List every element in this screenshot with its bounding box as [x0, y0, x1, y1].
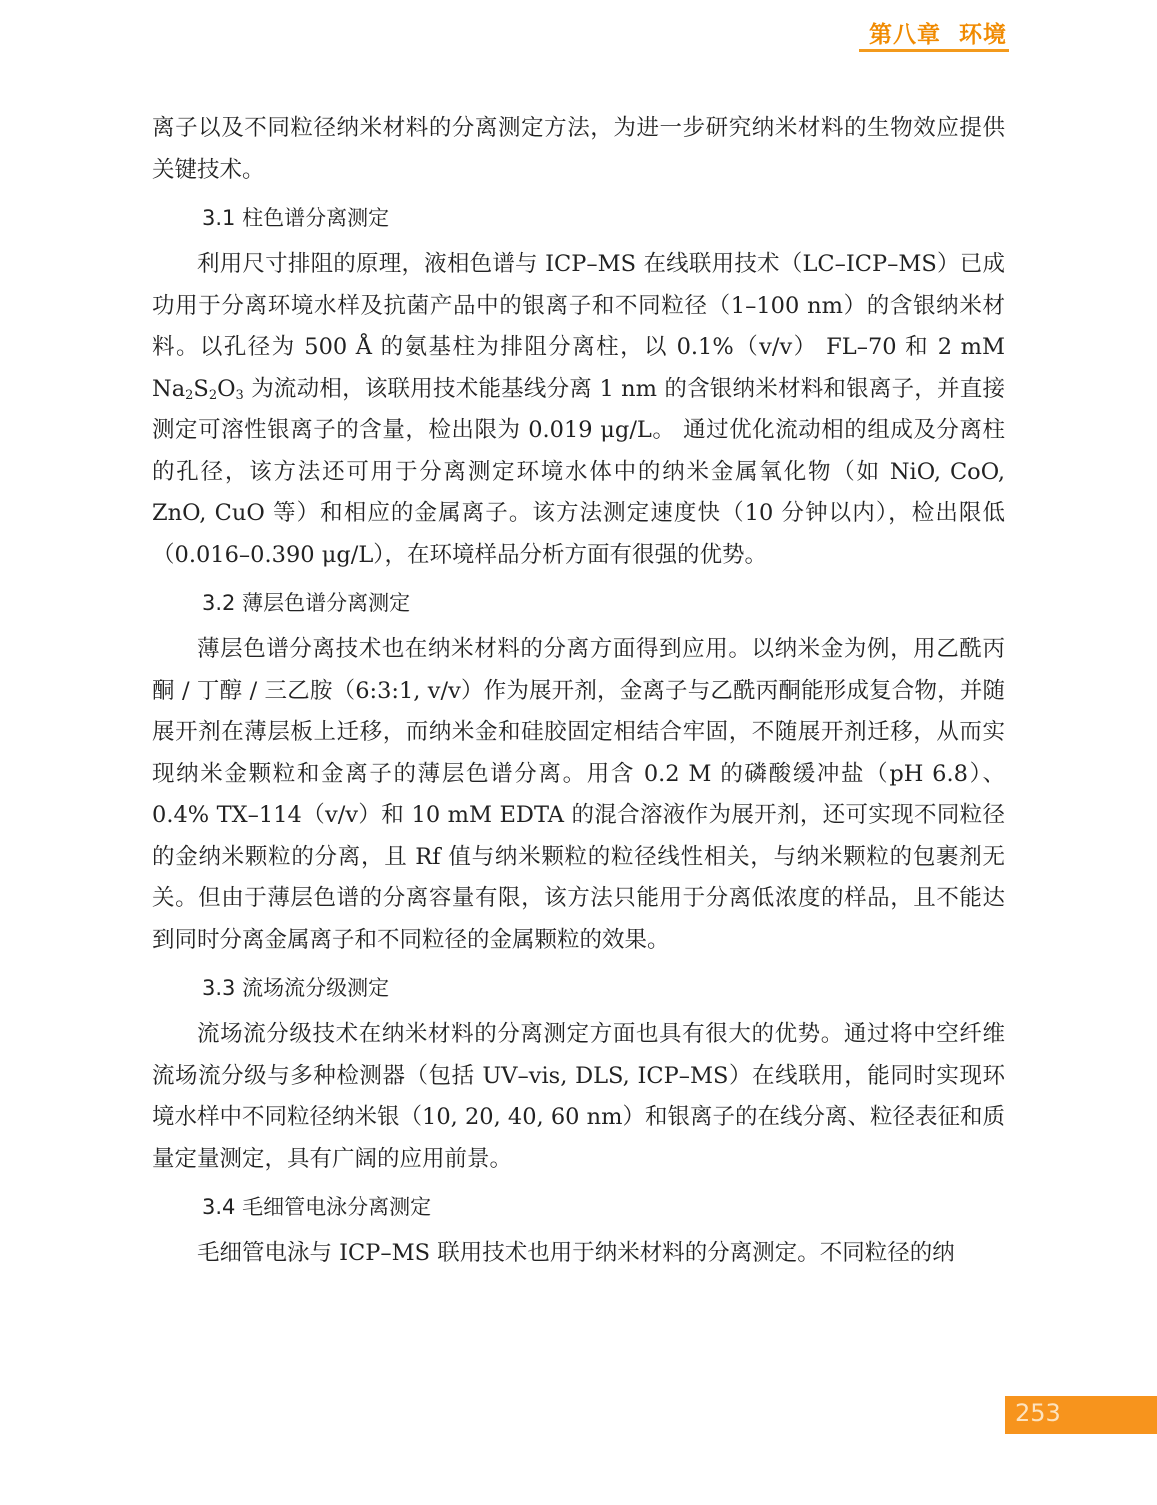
header-rule: [859, 49, 1009, 52]
formula-s: S: [193, 375, 209, 402]
section-3-1-paragraph: [152, 244, 1005, 576]
chapter-number: 第八章: [869, 22, 941, 48]
chapter-topic: 环境: [959, 22, 1007, 48]
section-3-4-paragraph: 毛细管电泳与 ICP–MS 联用技术也用于纳米材料的分离测定。不同粒径的纳: [197, 1240, 955, 1266]
section-heading-3-4: 3.4 毛细管电泳分离测定: [202, 1195, 432, 1219]
intro-paragraph: 离子以及不同粒径纳米材料的分离测定方法，为进一步研究纳米材料的生物效应提供关键技术。: [152, 115, 1005, 183]
section-heading-3-2: 3.2 薄层色谱分离测定: [202, 591, 411, 615]
section-3-1-text-a: 利用尺寸排阻的原理，液相色谱与 ICP–MS 在线联用技术（LC–ICP–MS）已成功用于分离环境水样及抗菌产品中的银离子和不同粒径（1–100 nm）的含银纳米材料。以孔径为 500 Å 的氨基柱为排阻分离柱，以 0.1%（v/v） FL–70 和 2 mM Na: [152, 251, 1005, 402]
subscript-o: 3: [235, 387, 244, 403]
page-number-tab: [1005, 1396, 1157, 1434]
section-heading-3-3: 3.3 流场流分级测定: [202, 976, 390, 1000]
subscript-na: 2: [185, 387, 194, 403]
formula-o: O: [217, 375, 236, 402]
section-3-3-paragraph: 流场流分级技术在纳米材料的分离测定方面也具有很大的优势。通过将中空纤维流场流分级与多种检测器（包括 UV–vis, DLS, ICP–MS）在线联用，能同时实现环境水样中不同粒径纳米银（10, 20, 40, 60 nm）和银离子的在线分离、粒径表征和质量定量测定，具有广阔的应用前景。: [152, 1021, 1005, 1172]
section-3-2-paragraph: 薄层色谱分离技术也在纳米材料的分离方面得到应用。以纳米金为例，用乙酰丙酮 / 丁醇 / 三乙胺（6:3:1, v/v）作为展开剂，金离子与乙酰丙酮能形成复合物，并随展开剂在薄层板上迁移，而纳米金和硅胶固定相结合牢固，不随展开剂迁移，从而实现纳米金颗粒和金离子的薄层色谱分离。用含 0.2 M 的磷酸缓冲盐（pH 6.8）、0.4% TX–114（v/v）和 10 mM EDTA 的混合溶液作为展开剂，还可实现不同粒径的金纳米颗粒的分离，且 Rf 值与纳米颗粒的粒径线性相关，与纳米颗粒的包裹剂无关。但由于薄层色谱的分离容量有限，该方法只能用于分离低浓度的样品，且不能达到同时分离金属离子和不同粒径的金属颗粒的效果。: [152, 636, 1005, 953]
section-3-1-text-b: 为流动相，该联用技术能基线分离 1 nm 的含银纳米材料和银离子，并直接测定可溶性银离子的含量，检出限为 0.019 μg/L。 通过优化流动相的组成及分离柱的孔径，该方法还可用于分离测定环境水体中的纳米金属氧化物（如 NiO, CoO, ZnO, CuO 等）和相应的金属离子。该方法测定速度快（10 分钟以内），检出限低（0.016–0.390 μg/L），在环境样品分析方面有很强的优势。: [152, 375, 1005, 568]
page-body: [152, 108, 1005, 1275]
page-number: 253: [1015, 1399, 1061, 1427]
section-heading-3-1: 3.1 柱色谱分离测定: [202, 206, 390, 230]
subscript-s: 2: [208, 387, 218, 403]
chapter-title: [869, 16, 1007, 49]
running-header: [869, 16, 1007, 49]
